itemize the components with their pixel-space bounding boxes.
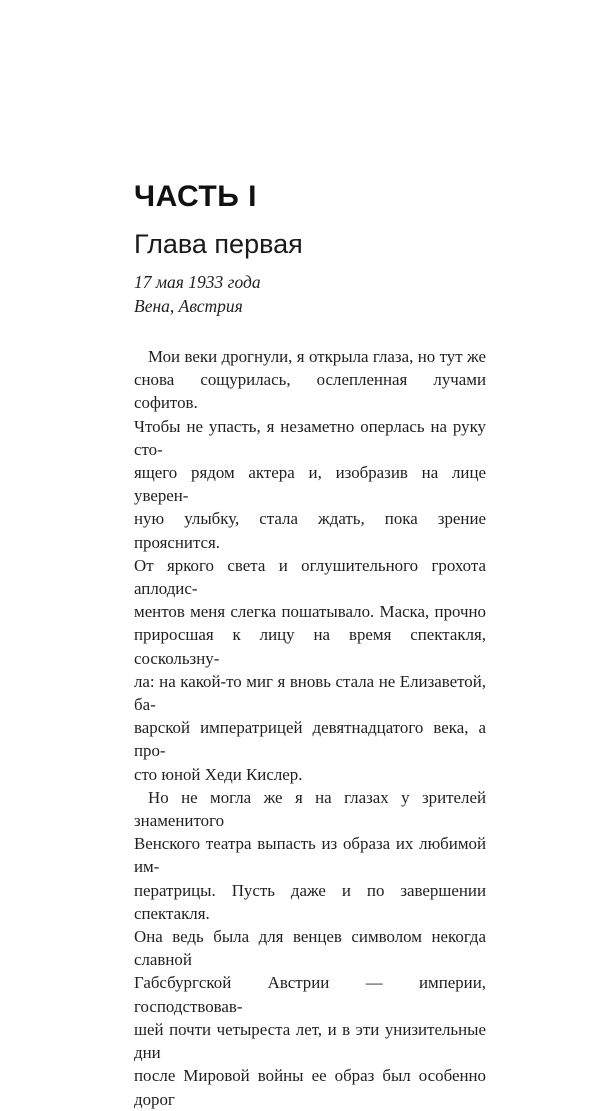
text-line: снова сощурилась, ослепленная лучами софитов. bbox=[134, 370, 486, 413]
dateline-place: Вена, Австрия bbox=[134, 296, 243, 316]
text-line: Она ведь была для венцев символом некогда славной bbox=[134, 927, 486, 970]
text-line: варской императрицей девятнадцатого века, а про- bbox=[134, 718, 486, 761]
paragraph bbox=[134, 786, 486, 1111]
text-line: ную улыбку, стала ждать, пока зрение прояснится. bbox=[134, 509, 486, 552]
body-text bbox=[134, 345, 486, 1111]
text-line: ла: на какой-то миг я вновь стала не Елизаветой, ба- bbox=[134, 671, 486, 715]
paragraph bbox=[134, 345, 486, 786]
text-line: шей почти четыреста лет, и в эти унизительные дни bbox=[134, 1019, 486, 1063]
part-title: ЧАСТЬ I bbox=[134, 180, 257, 213]
text-line: сто юной Хеди Кислер. bbox=[134, 764, 303, 784]
dateline bbox=[134, 270, 261, 318]
chapter-title: Глава первая bbox=[134, 229, 303, 259]
text-line: Габсбургской Австрии — империи, господствовав- bbox=[134, 973, 486, 1016]
text-line: ператрицы. Пусть даже и по завершении спектакля. bbox=[134, 880, 486, 923]
text-line: приросшая к лицу на время спектакля, соскользну- bbox=[134, 625, 486, 668]
text-line: Венского театра выпасть из образа их любимой им- bbox=[134, 834, 486, 877]
text-line: ящего рядом актера и, изобразив на лице уверен- bbox=[134, 463, 486, 506]
text-line: ментов меня слегка пошатывало. Маска, прочно bbox=[134, 602, 486, 622]
text-line: От яркого света и оглушительного грохота аплодис- bbox=[134, 555, 486, 599]
text-line: Чтобы не упасть, я незаметно оперлась на руку сто- bbox=[134, 416, 486, 459]
text-line: Мои веки дрогнули, я открыла глаза, но тут же bbox=[148, 347, 486, 366]
text-line: Но не могла же я на глазах у зрителей знаменитого bbox=[134, 787, 486, 831]
text-line: после Мировой войны ее образ был особенно дорог bbox=[134, 1066, 486, 1109]
dateline-date: 17 мая 1933 года bbox=[134, 272, 261, 292]
